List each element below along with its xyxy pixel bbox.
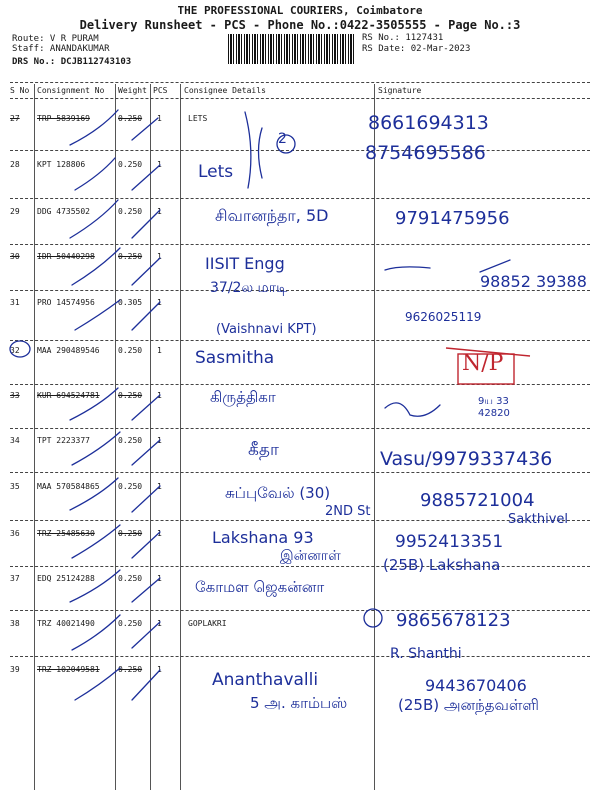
row-pcs: 1 (157, 665, 162, 674)
handwritten-signature: (25B) அனந்தவள்ளி (398, 696, 539, 714)
handwritten-phone: Vasu/9979337436 (380, 448, 553, 470)
row-pcs: 1 (157, 574, 162, 583)
handwritten-phone: 9791475956 (395, 208, 510, 229)
row-weight: 0.250 (118, 574, 143, 583)
circled-number: 2 (278, 131, 287, 147)
row-weight: 0.250 (118, 207, 143, 216)
row-pcs: 1 (157, 346, 162, 355)
handwritten-consignee: 5 அ. காம்பஸ் (250, 694, 348, 712)
handwritten-consignee: Ananthavalli (212, 670, 319, 690)
row-weight: 0.305 (118, 298, 143, 307)
row-weight: 0.250 (118, 160, 143, 169)
handwritten-phone: 9443670406 (425, 676, 527, 695)
handwritten-consignee: கிருத்திகா (210, 388, 276, 406)
row-pcs: 1 (157, 391, 162, 400)
row-sno: 38 (10, 619, 20, 628)
handwritten-signature: (25B) Lakshana (383, 556, 501, 574)
handwritten-consignee: 37/2ல மாடி (210, 280, 288, 296)
rs-number: RS No.: 1127431 (362, 33, 444, 43)
row-weight: 0.250 (118, 436, 143, 445)
runsheet-title: Delivery Runsheet - PCS - Phone No.:0422-3505555 - Page No.:3 (79, 18, 521, 32)
row-pcs: 1 (157, 529, 162, 538)
drs-number: DRS No.: DCJB112743103 (12, 57, 132, 67)
row-weight: 0.250 (118, 529, 143, 538)
row-sno: 37 (10, 574, 20, 583)
row-consignment: TRP 5839169 (37, 114, 90, 123)
col-weight: Weight (118, 86, 147, 95)
row-sno: 31 (10, 298, 20, 307)
row-weight: 0.250 (118, 665, 143, 674)
handwritten-consignee: Lets (198, 162, 234, 182)
row-weight: 0.250 (118, 619, 143, 628)
handwritten-consignee: IISIT Engg (205, 254, 285, 273)
handwritten-signature: R. Shanthi (390, 646, 462, 662)
row-pcs: 1 (157, 298, 162, 307)
row-consignment: KPT 128806 (37, 160, 86, 169)
row-consignment: MAA 290489546 (37, 346, 100, 355)
route-label: Route: V R PURAM (12, 34, 99, 44)
not-present-mark: N/P (462, 351, 504, 376)
handwritten-consignee: Lakshana 93 (212, 528, 314, 547)
handwritten-consignee: 2ND St (325, 504, 371, 519)
staff-label: Staff: ANANDAKUMAR (12, 44, 110, 54)
handwritten-signature: Sakthivel (508, 512, 568, 527)
row-sno: 33 (10, 391, 20, 400)
col-consignee: Consignee Details (184, 86, 266, 95)
handwritten-phone: 9952413351 (395, 532, 504, 552)
row-consignment: PRO 14574956 (37, 298, 95, 307)
rs-date: RS Date: 02-Mar-2023 (362, 44, 471, 54)
row-consignment: EDQ 25124288 (37, 574, 95, 583)
company-name: THE PROFESSIONAL COURIERS, Coimbatore (177, 4, 423, 17)
handwritten-consignee: கோமள ஜெகன்னா (195, 578, 325, 596)
row-consignment: MAA 570584865 (37, 482, 100, 491)
row-pcs: 1 (157, 114, 162, 123)
row-sno: 35 (10, 482, 20, 491)
handwritten-consignee: Sasmitha (195, 348, 275, 368)
row-consignment: TRZ 40021490 (37, 619, 95, 628)
row-consignment: IDR 50440298 (37, 252, 95, 261)
col-signature: Signature (378, 86, 422, 95)
row-pcs: 1 (157, 619, 162, 628)
row-weight: 0.250 (118, 482, 143, 491)
row-weight: 0.250 (118, 114, 143, 123)
handwritten-phone: 8661694313 (368, 112, 489, 134)
row-sno: 32 (10, 346, 20, 355)
row-pcs: 1 (157, 436, 162, 445)
row-sno: 34 (10, 436, 20, 445)
handwritten-consignee: கீதா (248, 440, 279, 460)
row-pcs: 1 (157, 482, 162, 491)
handwritten-phone: 9ய 33 42820 (478, 396, 510, 419)
row-consignment: TRZ 102049581 (37, 665, 100, 674)
handwritten-phone: 9865678123 (396, 610, 511, 631)
handwritten-phone: 8754695586 (365, 142, 486, 164)
handwritten-consignee: சிவானந்தா, 5D (215, 206, 329, 225)
handwritten-phone: 9626025119 (405, 310, 482, 324)
row-sno: 30 (10, 252, 20, 261)
handwritten-consignee: (Vaishnavi KPT) (216, 322, 317, 337)
row-pcs: 1 (157, 160, 162, 169)
col-pcs: PCS (153, 86, 168, 95)
row-sno: 36 (10, 529, 20, 538)
row-consignment: TRZ 25485630 (37, 529, 95, 538)
handwritten-phone: 98852 39388 (480, 272, 587, 291)
row-details: LETS (188, 114, 208, 123)
row-sno: 27 (10, 114, 20, 123)
row-pcs: 1 (157, 252, 162, 261)
row-weight: 0.250 (118, 346, 143, 355)
col-sno: S No (10, 86, 30, 95)
row-consignment: TPT 2223377 (37, 436, 90, 445)
row-consignment: KUR 694524781 (37, 391, 100, 400)
handwritten-consignee: சுப்புவேல் (30) (225, 484, 331, 502)
row-consignment: DDG 4735502 (37, 207, 90, 216)
col-consignment: Consignment No (37, 86, 105, 95)
row-details: GOPLAKRI (188, 619, 227, 628)
handwritten-phone: 9885721004 (420, 490, 535, 511)
handwritten-consignee: இன்னாள் (280, 548, 341, 564)
row-sno: 39 (10, 665, 20, 674)
row-weight: 0.250 (118, 252, 143, 261)
row-pcs: 1 (157, 207, 162, 216)
row-weight: 0.250 (118, 391, 143, 400)
row-sno: 29 (10, 207, 20, 216)
row-sno: 28 (10, 160, 20, 169)
